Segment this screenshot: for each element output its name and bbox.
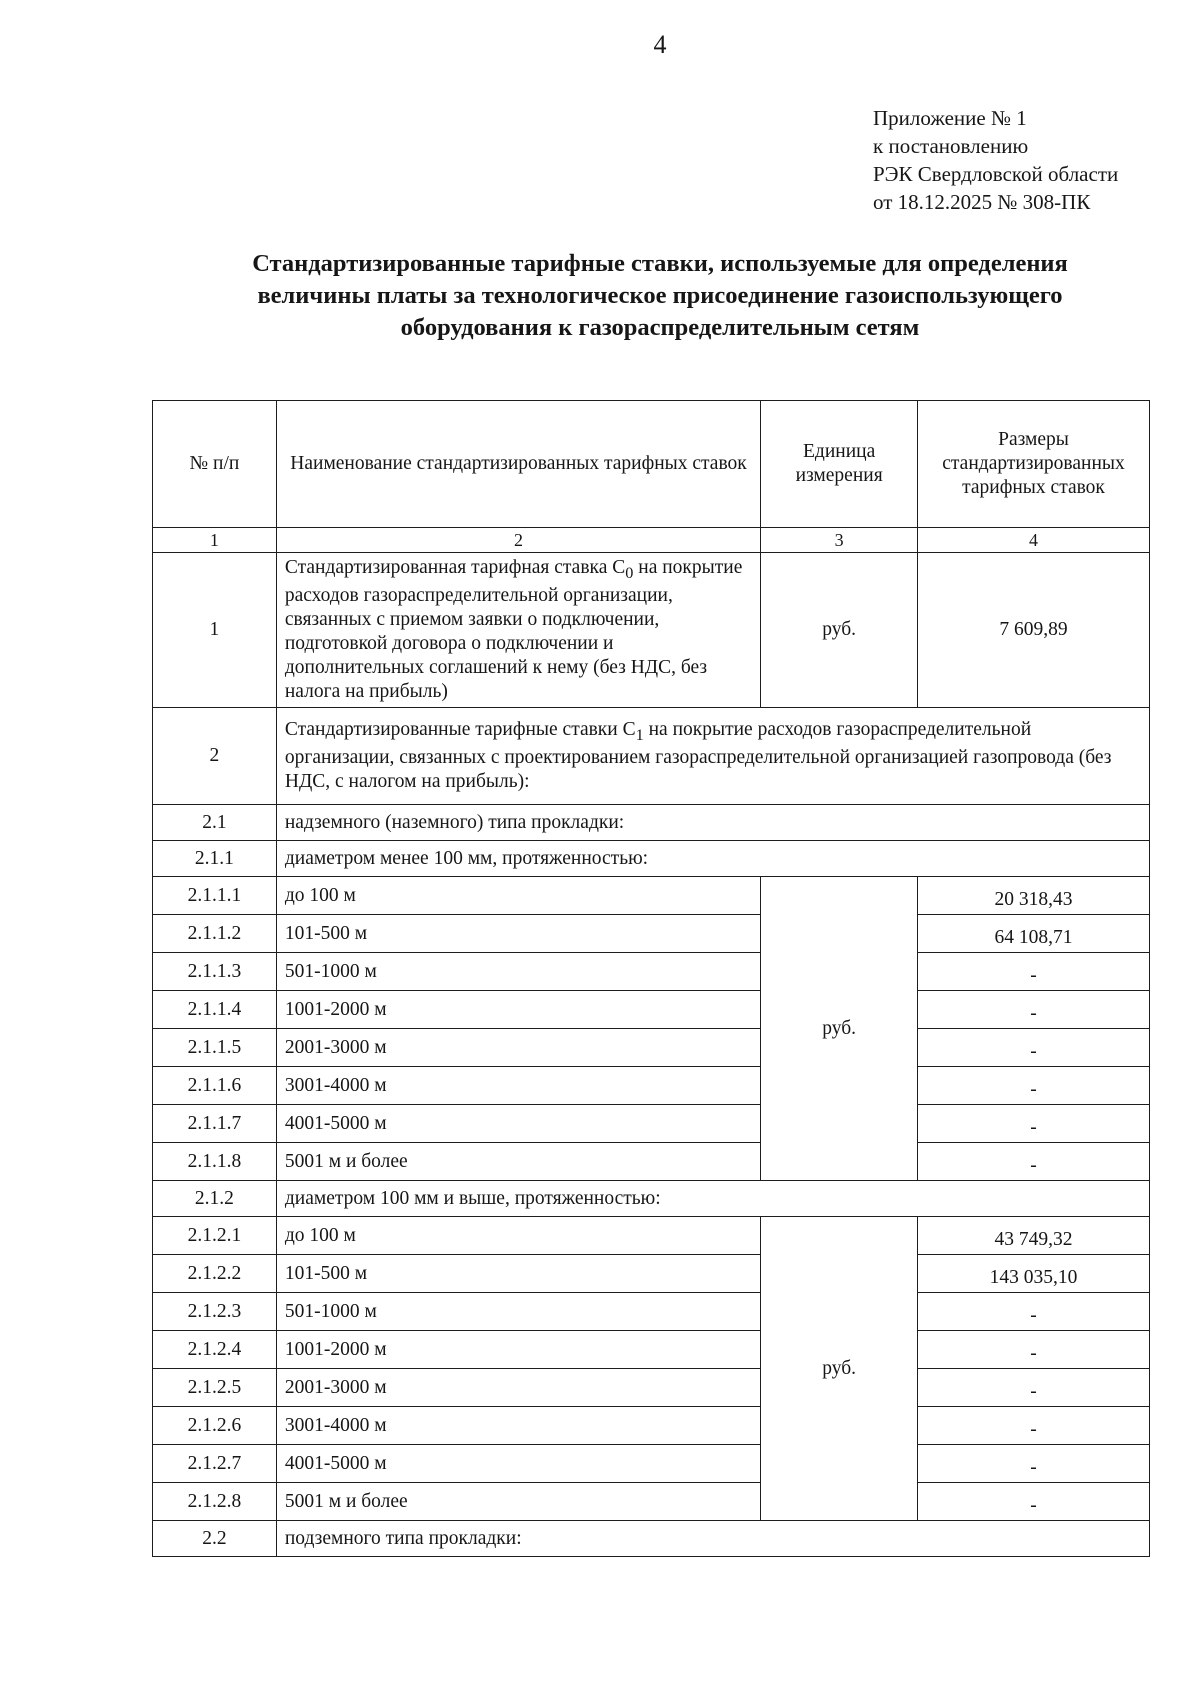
row-num: 2.1.2.1 (153, 1217, 277, 1255)
table-row (153, 708, 1150, 805)
row-name: 5001 м и более (276, 1483, 760, 1521)
row-value: - (918, 1143, 1150, 1181)
table-row (153, 877, 1150, 915)
appendix-line-4: от 18.12.2025 № 308-ПК (873, 190, 1091, 214)
name-text: Стандартизированные тарифные ставки С (284, 718, 636, 740)
table-row (153, 1143, 1150, 1181)
row-unit: руб. (761, 553, 918, 708)
row-value: - (918, 1369, 1150, 1407)
table-row (153, 1293, 1150, 1331)
row-value: 43 749,32 (918, 1217, 1150, 1255)
table-row (153, 1369, 1150, 1407)
table-row (153, 953, 1150, 991)
appendix-line-1: Приложение № 1 (873, 106, 1027, 130)
table-row (153, 1105, 1150, 1143)
subscript: 1 (635, 725, 644, 744)
row-num: 2.1.1.3 (153, 953, 277, 991)
row-num: 2.1.1 (153, 841, 277, 877)
row-value: - (918, 1067, 1150, 1105)
row-name: 101-500 м (276, 1255, 760, 1293)
row-num: 2.1.2 (153, 1181, 277, 1217)
table-row (153, 1445, 1150, 1483)
column-number: 1 (153, 528, 277, 553)
table-row (153, 915, 1150, 953)
row-num: 2.1.1.2 (153, 915, 277, 953)
row-name (276, 553, 760, 708)
row-num: 2.1.1.5 (153, 1029, 277, 1067)
row-name: до 100 м (276, 877, 760, 915)
row-value: - (918, 1293, 1150, 1331)
row-value: - (918, 1029, 1150, 1067)
table-row (153, 1331, 1150, 1369)
row-value: 143 035,10 (918, 1255, 1150, 1293)
document-title (160, 248, 1160, 344)
column-number: 4 (918, 528, 1150, 553)
row-num: 2.1.1.7 (153, 1105, 277, 1143)
row-name: подземного типа прокладки: (276, 1521, 1149, 1557)
row-name: 1001-2000 м (276, 1331, 760, 1369)
row-num: 2.1.1.4 (153, 991, 277, 1029)
row-name: 4001-5000 м (276, 1105, 760, 1143)
row-name: надземного (наземного) типа прокладки: (276, 805, 1149, 841)
row-name: 101-500 м (276, 915, 760, 953)
table-row (153, 1407, 1150, 1445)
header-num: № п/п (153, 401, 277, 528)
tariff-table (152, 400, 1150, 1557)
row-name: до 100 м (276, 1217, 760, 1255)
row-value: - (918, 1105, 1150, 1143)
row-name: 5001 м и более (276, 1143, 760, 1181)
table-row (153, 1217, 1150, 1255)
row-value: - (918, 1407, 1150, 1445)
header-unit: Единица измерения (761, 401, 918, 528)
row-num: 2 (153, 708, 277, 805)
row-name: 501-1000 м (276, 1293, 760, 1331)
header-name: Наименование стандартизированных тарифных ставок (276, 401, 760, 528)
row-value: 20 318,43 (918, 877, 1150, 915)
name-text: Стандартизированная тарифная ставка С (284, 556, 626, 578)
row-value: - (918, 991, 1150, 1029)
page-number: 4 (653, 30, 667, 59)
row-name: диаметром 100 мм и выше, протяженностью: (276, 1181, 1149, 1217)
column-number: 2 (276, 528, 760, 553)
row-name: 2001-3000 м (276, 1029, 760, 1067)
row-name: 3001-4000 м (276, 1407, 760, 1445)
table-row (153, 1483, 1150, 1521)
row-value: - (918, 953, 1150, 991)
row-num: 2.1 (153, 805, 277, 841)
appendix-reference (873, 104, 1118, 216)
row-num: 2.1.1.1 (153, 877, 277, 915)
title-line-3: оборудования к газораспределительным сетям (400, 314, 920, 341)
table-row (153, 1521, 1150, 1557)
table-header-row (153, 401, 1150, 528)
row-num: 1 (153, 553, 277, 708)
row-num: 2.1.2.3 (153, 1293, 277, 1331)
row-value: - (918, 1331, 1150, 1369)
row-value: 64 108,71 (918, 915, 1150, 953)
table-row (153, 805, 1150, 841)
title-line-1: Стандартизированные тарифные ставки, используемые для определения (252, 250, 1068, 277)
row-name: 2001-3000 м (276, 1369, 760, 1407)
group-unit: руб. (761, 1217, 918, 1521)
appendix-line-2: к постановлению (873, 134, 1029, 158)
row-num: 2.1.2.5 (153, 1369, 277, 1407)
row-name: 1001-2000 м (276, 991, 760, 1029)
appendix-line-3: РЭК Свердловской области (873, 162, 1119, 186)
row-name: диаметром менее 100 мм, протяженностью: (276, 841, 1149, 877)
group-unit: руб. (761, 877, 918, 1181)
row-value: - (918, 1483, 1150, 1521)
row-name: 501-1000 м (276, 953, 760, 991)
row-value: 7 609,89 (918, 553, 1150, 708)
row-name (276, 708, 1149, 805)
table-row (153, 1255, 1150, 1293)
table-row (153, 1181, 1150, 1217)
row-name: 4001-5000 м (276, 1445, 760, 1483)
table-row (153, 1029, 1150, 1067)
row-name: 3001-4000 м (276, 1067, 760, 1105)
row-num: 2.1.2.6 (153, 1407, 277, 1445)
row-num: 2.1.1.6 (153, 1067, 277, 1105)
name-text: на покрытие расходов газораспределительной организации, связанных с приемом заявки о подключении, подготовкой договора о подключении и дополнительных соглашений к нему (без НДС, без налога на прибыль) (284, 556, 743, 703)
row-num: 2.2 (153, 1521, 277, 1557)
row-num: 2.1.2.4 (153, 1331, 277, 1369)
table-row (153, 991, 1150, 1029)
subscript: 0 (625, 563, 634, 582)
column-numbers-row (153, 528, 1150, 553)
title-line-2: величины платы за технологическое присоединение газоиспользующего (257, 282, 1063, 309)
table-row (153, 1067, 1150, 1105)
table-row (153, 553, 1150, 708)
row-num: 2.1.2.8 (153, 1483, 277, 1521)
row-value: - (918, 1445, 1150, 1483)
header-size: Размеры стандартизированных тарифных ставок (918, 401, 1150, 528)
name-text: на покрытие расходов газораспределительной организации, связанных с проектированием газораспределительной организацией газопровода (без НДС, с налогом на прибыль): (284, 718, 1112, 793)
column-number: 3 (761, 528, 918, 553)
row-num: 2.1.1.8 (153, 1143, 277, 1181)
row-num: 2.1.2.7 (153, 1445, 277, 1483)
table-row (153, 841, 1150, 877)
row-num: 2.1.2.2 (153, 1255, 277, 1293)
